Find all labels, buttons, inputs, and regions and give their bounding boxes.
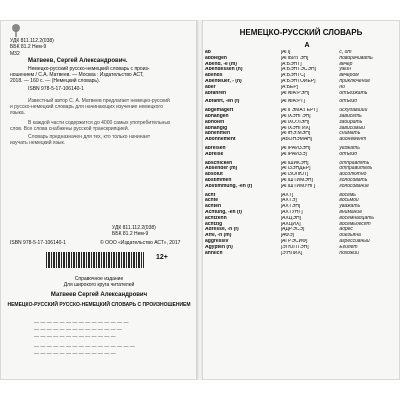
entry-translation: поворачивать bbox=[339, 55, 373, 61]
entry-word: Abend, -e (m) bbox=[205, 61, 237, 67]
entry-translation: приключение bbox=[339, 78, 371, 84]
entry-transcription: [АПШТИМЭН] bbox=[280, 177, 313, 183]
entry-translation: отъезд bbox=[339, 99, 358, 105]
entry-translation: уезжать bbox=[339, 145, 360, 151]
bbk-code: ББК 81.2 Нем-9 bbox=[10, 44, 47, 50]
entry-word: achtzehn bbox=[205, 215, 227, 221]
open-book bbox=[0, 20, 400, 380]
entry-translation: отправлять bbox=[339, 160, 370, 166]
entry-translation: Египет bbox=[339, 244, 358, 250]
entry-transcription: [АФЭ] bbox=[280, 233, 294, 239]
body-line: языка. bbox=[10, 110, 26, 116]
title-caps: НЕМЕЦКО-РУССКИЙ РУССКО-НЕМЕЦКИЙ СЛОВАРЬ С ПРОИЗНОШЕНИЕМ bbox=[7, 302, 191, 308]
entry-word: abbiegen bbox=[205, 55, 227, 61]
dictionary-entry bbox=[205, 184, 395, 190]
pushpin-icon bbox=[8, 22, 24, 38]
dictionary-entry bbox=[205, 251, 395, 257]
dictionary-entry bbox=[205, 91, 395, 97]
imprint-line: — — — — — — — — — — — — — — bbox=[34, 327, 123, 333]
entry-word: Affe, -n (m) bbox=[205, 233, 232, 239]
isbn-line: ISBN 978-5-17-106140-1 bbox=[28, 86, 84, 92]
entry-word: abnehmen bbox=[205, 131, 231, 137]
entry-word: abends bbox=[205, 73, 223, 79]
entry-transcription: [АПХЭНГЭН] bbox=[280, 113, 311, 119]
dictionary-entry bbox=[205, 152, 395, 158]
entry-word: abhängen bbox=[205, 113, 229, 119]
entry-transcription: [А:БЭНТОЙЕР] bbox=[280, 78, 316, 84]
entry-word: Abenteuer, - (n) bbox=[205, 78, 242, 84]
entry-translation: восемьдесят bbox=[339, 221, 371, 227]
entry-transcription: [АПФА:РТ] bbox=[280, 99, 305, 105]
entry-translation: восемнадцать bbox=[339, 215, 375, 221]
dictionary-entry bbox=[205, 99, 395, 105]
book-code: М32 bbox=[10, 51, 20, 57]
section-letter: A bbox=[304, 42, 310, 49]
entry-transcription: [АПРАЙЗЭН] bbox=[280, 145, 311, 151]
dictionary-title: НЕМЕЦКО-РУССКИЙ СЛОВАРЬ bbox=[239, 28, 363, 37]
entry-translation: вечер bbox=[339, 61, 353, 67]
body-line: Словарь предназначен для тех, кто только начинает bbox=[28, 134, 151, 140]
body-line: слов. Все слова снабжены русской транскрипцией. bbox=[10, 126, 130, 132]
udk-code-secondary: УДК 811.112.2(038) bbox=[112, 225, 156, 231]
entry-translation: снимать bbox=[339, 131, 361, 137]
entry-translation: внимание bbox=[339, 209, 362, 215]
entry-transcription: [АХТ] bbox=[280, 192, 294, 198]
entry-transcription: [АХЦЭН] bbox=[280, 215, 301, 221]
entry-word: aggressiv bbox=[205, 238, 229, 244]
entry-translation: забирать bbox=[339, 119, 363, 125]
entry-word: Abstimmung, -en (f) bbox=[205, 183, 253, 189]
entry-translation: абсолютно bbox=[339, 172, 367, 178]
entry-word: Abreise bbox=[205, 151, 224, 157]
udk-code: УДК 811.112.2(038) bbox=[10, 38, 54, 44]
entry-word: Abfahrt, -en (f) bbox=[205, 99, 240, 105]
body-line: и русско-немецкий словарь для начинающих изучение немецкого bbox=[10, 104, 163, 110]
entry-translation: но bbox=[339, 84, 345, 90]
body-line: Известный автор С. А. Матвеев предлагает немецко-русский bbox=[28, 98, 170, 104]
entry-transcription: [АПЗЭНДЕР] bbox=[280, 166, 311, 172]
entry-word: abgemagert bbox=[205, 108, 234, 114]
entry-transcription: [АПШТИМУНГ] bbox=[280, 183, 316, 189]
dictionary-entries bbox=[205, 50, 395, 256]
entry-translation: с, от bbox=[339, 50, 352, 55]
imprint-line: — — — — — — — — — — — — — bbox=[34, 334, 116, 340]
entry-translation: восемь bbox=[339, 192, 356, 198]
entry-word: abstimmen bbox=[205, 177, 232, 183]
body-line: изучать немецкий язык. bbox=[10, 140, 66, 146]
entry-word: ähnlich bbox=[205, 250, 223, 256]
entry-transcription: [ЭГЮПТЭН] bbox=[280, 244, 309, 250]
barcode-image bbox=[46, 252, 144, 268]
left-page bbox=[0, 20, 198, 380]
description-line: Немецко-русский русско-немецкий словарь с произ- bbox=[28, 66, 150, 72]
entry-word: Ägypten (n) bbox=[205, 244, 233, 250]
entry-word: ab bbox=[205, 50, 211, 55]
imprint-line: — — — — — — — — — — — — — bbox=[34, 351, 116, 357]
entry-translation: исхудавший bbox=[339, 108, 368, 114]
reference-line: Для широкого круга читателей bbox=[63, 282, 135, 288]
entry-transcription: [Э:НЛИХ] bbox=[280, 250, 303, 256]
entry-translation: голосование bbox=[339, 183, 369, 189]
entry-translation: похожий bbox=[339, 250, 359, 256]
entry-transcription: [АДРЭСЭ] bbox=[280, 227, 305, 233]
copyright: © ООО «Издательство АСТ», 2017 bbox=[100, 240, 181, 246]
entry-transcription: [АБОНЭМАН] bbox=[280, 137, 313, 143]
entry-translation: восьмой bbox=[339, 198, 359, 204]
entry-transcription: [АХТУНГ] bbox=[280, 209, 303, 215]
author-line: Матвеев, Сергей Александрович. bbox=[28, 58, 128, 64]
entry-word: abfahren bbox=[205, 90, 227, 96]
entry-transcription: [АПФА:РЭН] bbox=[280, 90, 310, 96]
entry-word: absolut bbox=[205, 172, 223, 178]
description-line: ношением / С.А. Матвеев. — Москва : Издательство АСТ, bbox=[10, 72, 144, 78]
entry-transcription: [АПГЭМА:ГЕРТ] bbox=[280, 108, 318, 114]
entry-transcription: [АПЗОЛЮТ] bbox=[280, 172, 309, 178]
age-rating-badge: 12+ bbox=[156, 254, 168, 261]
description-line: 2018. — 160 с. — (Немецкий словарь). bbox=[10, 78, 101, 84]
entry-translation: ужин bbox=[339, 67, 351, 73]
entry-translation: агрессивный bbox=[339, 238, 370, 244]
entry-translation: отъезд bbox=[339, 151, 358, 157]
entry-translation: абонемент bbox=[339, 137, 367, 143]
entry-transcription: [А:БЕР] bbox=[280, 84, 299, 90]
entry-translation: голосовать bbox=[339, 177, 368, 183]
reference-line: Справочное издание bbox=[74, 276, 124, 282]
entry-word: achtzig bbox=[205, 221, 223, 227]
entry-translation: зависимый bbox=[339, 125, 365, 131]
entry-word: Adresse, -n (f) bbox=[205, 227, 239, 233]
entry-word: abhängig bbox=[205, 125, 228, 131]
entry-translation: уважать bbox=[339, 204, 361, 210]
entry-translation: отъезжать bbox=[339, 90, 368, 96]
entry-translation: вечером bbox=[339, 73, 359, 79]
entry-word: Abendessen (n) bbox=[205, 67, 243, 73]
entry-transcription: [АПХО:ЛЭН] bbox=[280, 119, 310, 125]
entry-transcription: [АПБИ:ГЭН] bbox=[280, 55, 309, 61]
entry-transcription: [АП] bbox=[280, 50, 291, 55]
bbk-code-secondary: ББК 81.2 Нем-9 bbox=[112, 231, 149, 237]
entry-word: Absender (m) bbox=[205, 166, 238, 172]
entry-word: abschicken bbox=[205, 160, 233, 166]
entry-word: Achtung, -en (f) bbox=[205, 209, 242, 215]
entry-transcription: [АПШИКЭН] bbox=[280, 160, 309, 166]
isbn-copyright: ISBN 978-5-17-106140-1 bbox=[10, 240, 66, 246]
imprint-line: — — — — — — — — — — — — — — — bbox=[34, 320, 129, 326]
entry-translation: обезьяна bbox=[339, 233, 361, 239]
entry-word: aber bbox=[205, 84, 216, 90]
author-caps: Матвеев Сергей Александрович bbox=[50, 292, 148, 298]
entry-transcription: [АПРАЙЗЭ] bbox=[280, 151, 307, 157]
entry-transcription: [АПХЭНГИХ] bbox=[280, 125, 311, 131]
entry-word: achten bbox=[205, 204, 222, 210]
entry-word: Abonnement bbox=[205, 137, 236, 143]
entry-translation: зависеть bbox=[339, 113, 362, 119]
entry-transcription: [АГРЭСИФ] bbox=[280, 238, 308, 244]
entry-transcription: [А:БЭНТ] bbox=[280, 61, 302, 67]
entry-word: abholen bbox=[205, 119, 225, 125]
imprint-line: — — — — — — — — — — — — — — — — bbox=[34, 344, 135, 350]
entry-transcription: [А:БЭНТЭСЭН] bbox=[280, 67, 316, 73]
dictionary-entry bbox=[205, 137, 395, 143]
body-line: В каждой части содержится до 4000 самых употребительных bbox=[28, 120, 171, 126]
entry-word: achte bbox=[205, 198, 219, 204]
entry-transcription: [АХТЭН] bbox=[280, 204, 301, 210]
entry-transcription: [АХЦИХ] bbox=[280, 221, 301, 227]
entry-transcription: [АХТЭ] bbox=[280, 198, 297, 204]
entry-translation: адрес bbox=[339, 227, 353, 233]
entry-transcription: [АПНЭ:МЭН] bbox=[280, 131, 311, 137]
entry-translation: отправитель bbox=[339, 166, 373, 172]
entry-word: abreisen bbox=[205, 145, 226, 151]
entry-transcription: [А:БЭНТС] bbox=[280, 73, 306, 79]
entry-word: acht bbox=[205, 192, 216, 198]
